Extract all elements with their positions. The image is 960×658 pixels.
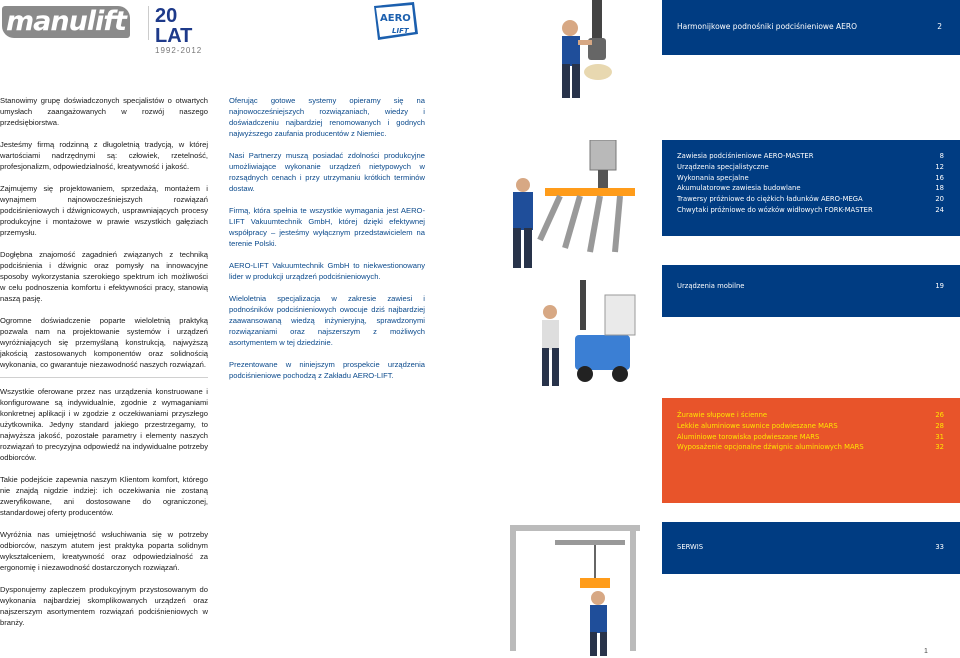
aero-lift-logo — [370, 2, 422, 42]
section-title: Harmonijkowe podnośniki podciśnieniowe AERO — [677, 22, 858, 31]
paragraph: Oferując gotowe systemy opieramy się na najnowocześniejszych rozwiązaniach, wiedzy i doświadczeniu najbardziej renomowanych i godnych najwyższego zaufania producentów z Niemiec. — [229, 96, 425, 138]
worker-vacuum-lifter-photo — [540, 0, 634, 100]
index-entry-label: Wykonania specjalne — [677, 173, 749, 182]
index-entry[interactable] — [662, 432, 960, 443]
paragraph: Wyróżnia nas umiejętność wsłuchiwania się w potrzeby odbiorców, naszym atutem jest praktyka poparta solidnym wykształceniem, kreatywność oraz odpowiedzialność za ergonomię i niezawodność dostarczonych rozwiązań. — [0, 530, 208, 572]
paragraph: Wszystkie oferowane przez nas urządzenia konstruowane i konfigurowane są indywidualnie, zgodnie z wymaganiami konkretnej aplikacji i w zgodzie z oczekiwaniami przyszłego użytkownika. Jedyny standard jakiego przestrzegamy, to najwyższa jakość, pozostałe parametry i elementy naszych rozwiązań to precyzyjna odpowiedź na indywidualne potrzeby odbiorców. — [0, 387, 208, 462]
index-entry[interactable] — [662, 205, 960, 216]
index-entry[interactable] — [662, 162, 960, 173]
paragraph: Dysponujemy zapleczem produkcyjnym przystosowanym do wykonania najbardziej skomplikowanych urządzeń oraz najszerszym asortymentem rozwiązań podciśnieniowych w branży. — [0, 585, 208, 627]
index-entry[interactable] — [662, 194, 960, 205]
paragraph: Ogromne doświadczenie poparte wieloletnią praktyką pozwala nam na projektowanie systemów i urządzeń wyróżniających się przemyślaną konstrukcją, najwyższą jakością zastosowanych komponentów oraz solidnością wykonania, co gwarantuje niezawodność naszych rozwiązań. — [0, 316, 208, 369]
footer-page-number: 1 — [924, 648, 928, 655]
aero-logo-text-top: AERO — [380, 13, 411, 24]
anniversary-label: 20 LAT — [155, 5, 193, 47]
index-entry-page: 33 — [935, 543, 944, 551]
index-entry-label: Urządzenia mobilne — [677, 282, 745, 290]
index-entry-label: Żurawie słupowe i ścienne — [677, 411, 768, 419]
index-entry-label: Zawiesia podciśnieniowe AERO-MASTER — [677, 152, 814, 160]
header-page-number: 2 — [937, 22, 942, 31]
index-entry-page: 28 — [935, 421, 944, 430]
divider — [0, 377, 208, 378]
index-entry[interactable] — [662, 151, 960, 162]
vacuum-lifting-beam-photo — [505, 140, 640, 270]
index-entry-page: 26 — [935, 411, 944, 419]
paragraph: Nasi Partnerzy muszą posiadać zdolności produkcyjne umożliwiające wykonanie urządzeń nietypowych w rozsądnych cenach i przy utrzymaniu krótkich terminów dostaw. — [229, 151, 425, 193]
paragraph: Stanowimy grupę doświadczonych specjalistów o otwartych umysłach zaangażowanych w rozwój naszego przedsiębiorstwa. — [0, 96, 208, 127]
anniversary-badge — [148, 5, 218, 55]
index-entry[interactable] — [662, 183, 960, 194]
index-entry-page: 19 — [935, 282, 944, 290]
index-entry-label: SERWIS — [677, 543, 704, 551]
index-entry-label: Trawersy próżniowe do ciężkich ładunków AERO-MEGA — [677, 195, 863, 204]
index-entry-label: Aluminiowe torowiska podwieszane MARS — [677, 432, 820, 441]
paragraph: Prezentowane w niniejszym prospekcie urządzenia podciśnieniowe pochodzą z Zakładu AERO-LIFT. — [229, 360, 425, 380]
index-entry[interactable] — [662, 542, 960, 553]
index-entry[interactable] — [662, 281, 960, 292]
index-entry-page: 24 — [935, 205, 944, 214]
index-entry-label: Chwytaki próżniowe do wózków widłowych FORK-MASTER — [677, 205, 873, 214]
index-panel-mobile — [662, 265, 960, 317]
manulift-logo: manulift — [2, 6, 130, 38]
paragraph: Zajmujemy się projektowaniem, sprzedażą, montażem i wynajmem najnowocześniejszych rozwiązań podciśnieniowych i dźwignicowych, usprawniających procesy produkcyjne i montażowe w prawie wszystkich gałęziach przemysłu. — [0, 184, 208, 237]
index-entry[interactable] — [662, 410, 960, 421]
index-entry-label: Wyposażenie opcjonalne dźwignic aluminiowych MARS — [677, 443, 864, 452]
paragraph: Firmą, która spełnia te wszystkie wymagania jest AERO-LIFT Vakuumtechnik GmbH, której dzięki efektywnej współpracy – jesteśmy wyłącznym przedstawicielem na terenie Polski. — [229, 206, 425, 248]
paragraph: Wieloletnia specjalizacja w zakresie zawiesi i podnośników podciśnieniowych owocuje dziś najbardziej zaawansowaną wiedzą inżynieryjną, sprawdzonymi rozwiązaniami oraz najszerszym z możliwych asortymentem w tej dziedzinie. — [229, 294, 425, 347]
paragraph: AERO-LIFT Vakuumtechnik GmbH to niekwestionowany lider w produkcji urządzeń podciśnieniowych. — [229, 261, 425, 281]
index-entry-page: 31 — [935, 432, 944, 441]
aero-logo-text-bottom: LIFT — [392, 27, 409, 35]
index-entry-page: 8 — [939, 152, 944, 160]
index-entry-page: 12 — [935, 162, 944, 171]
index-entry[interactable] — [662, 442, 960, 453]
left-text-column — [0, 95, 208, 639]
index-panel-aero — [662, 140, 960, 236]
index-panel-mars — [662, 398, 960, 503]
middle-text-column — [229, 95, 425, 392]
paragraph: Dogłębna znajomość zagadnień związanych z techniką podciśnienia i dźwignic oraz pomysły na innowacyjne sposoby wykorzystania szerokiego spektrum ich możliwości w celu podnoszenia komfortu i efektywności pracy, stanowią naszą pasję. — [0, 250, 208, 303]
aluminium-crane-photo — [500, 520, 645, 658]
index-entry[interactable] — [662, 421, 960, 432]
index-entry-page: 32 — [935, 443, 944, 452]
anniversary-years: 1992-2012 — [155, 46, 203, 55]
index-entry-page: 16 — [935, 173, 944, 182]
section-header-bar — [662, 0, 960, 55]
index-entry-label: Akumulatorowe zawiesia budowlane — [677, 184, 801, 193]
index-panel-service — [662, 522, 960, 574]
mobile-vacuum-device-photo — [520, 280, 640, 390]
index-entry-page: 18 — [935, 184, 944, 193]
paragraph: Takie podejście zapewnia naszym Klientom komfort, którego nie znajdą nigdzie indziej: ich oczekiwania nie zostaną zweryfikowane, ani dostosowane do ograniczonej, standardowej oferty producentów. — [0, 475, 208, 517]
index-entry-page: 20 — [935, 195, 944, 204]
paragraph: Jesteśmy firmą rodzinną z długoletnią tradycją, w której wartościami nadrzędnymi są: człowiek, rzetelność, profesjonalizm, odpowiedzialność, kreatywność i jakość. — [0, 140, 208, 171]
index-entry[interactable] — [662, 173, 960, 184]
index-entry-label: Lekkie aluminiowe suwnice podwieszane MARS — [677, 421, 838, 430]
index-entry-label: Urządzenia specjalistyczne — [677, 162, 769, 171]
